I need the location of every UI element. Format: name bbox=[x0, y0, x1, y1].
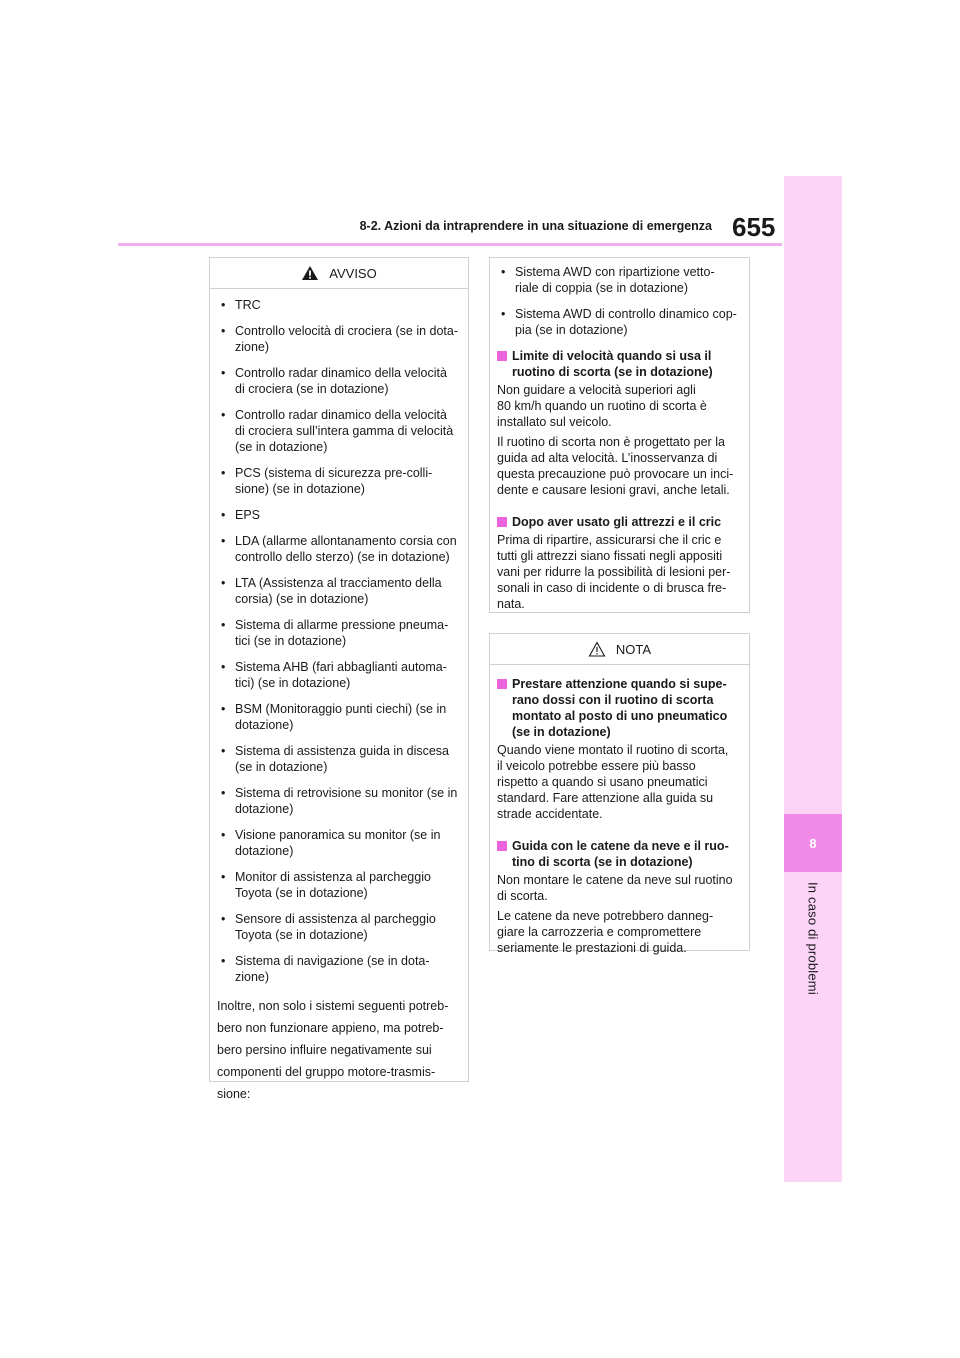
bullet-item: • Sistema di retrovisione su monitor (se in dotazione) bbox=[217, 785, 461, 817]
bullet-item: • Sistema di assistenza guida in discesa (se in dotazione) bbox=[217, 743, 461, 775]
bullet-item: • TRC bbox=[217, 297, 461, 313]
subsection-heading-text: Dopo aver usato gli attrezzi e il cric bbox=[512, 515, 722, 529]
subsection-heading bbox=[497, 838, 742, 870]
bullet-item: • Sistema AHB (fari abbaglianti automa- tici) (se in dotazione) bbox=[217, 659, 461, 691]
warning-triangle-icon bbox=[301, 265, 319, 281]
bullet-item: • PCS (sistema di sicurezza pre-colli- sione) (se in dotazione) bbox=[217, 465, 461, 497]
chapter-side-tab bbox=[784, 176, 842, 1182]
bullet-item: • Controllo velocità di crociera (se in dota- zione) bbox=[217, 323, 461, 355]
bullet-item: • Controllo radar dinamico della velocità di crociera sull’intera gamma di velocità (se in dotazione) bbox=[217, 407, 461, 455]
body-paragraph: Il ruotino di scorta non è progettato per la guida ad alta velocità. L’inosservanza di questa precauzione può provocare un inci- dente e causare lesioni gravi, anche letali. bbox=[497, 435, 734, 497]
body-paragraph: Non guidare a velocità superiori agli 80 km/h quando un ruotino di scorta è installato sul veicolo. bbox=[497, 383, 707, 429]
bullet-item: • BSM (Monitoraggio punti ciechi) (se in dotazione) bbox=[217, 701, 461, 733]
warning-box bbox=[209, 257, 469, 1101]
notice-box-header bbox=[490, 634, 749, 665]
warning-box-body bbox=[210, 289, 468, 1105]
bullet-item: • Controllo radar dinamico della velocità di crociera (se in dotazione) bbox=[217, 365, 461, 397]
square-bullet-icon bbox=[497, 517, 507, 527]
square-bullet-icon bbox=[497, 841, 507, 851]
warning-box-continued bbox=[489, 257, 750, 613]
bullet-item: • Monitor di assistenza al parcheggio Toyota (se in dotazione) bbox=[217, 869, 461, 901]
subsection-heading-text: Guida con le catene da neve e il ruo- tino di scorta (se in dotazione) bbox=[512, 839, 729, 869]
bullet-item: • LTA (Assistenza al tracciamento della corsia) (se in dotazione) bbox=[217, 575, 461, 607]
square-bullet-icon bbox=[497, 679, 507, 689]
bullet-item: • EPS bbox=[217, 507, 461, 523]
subsection-heading bbox=[497, 676, 742, 740]
subsection-heading bbox=[497, 514, 742, 530]
bullet-item: • Sensore di assistenza al parcheggio Toyota (se in dotazione) bbox=[217, 911, 461, 943]
bullet-item: • Visione panoramica su monitor (se in dotazione) bbox=[217, 827, 461, 859]
chapter-label bbox=[784, 882, 842, 1012]
bullet-item: • Sistema AWD con ripartizione vetto- riale di coppia (se in dotazione) bbox=[497, 264, 742, 296]
bullet-item: • Sistema di allarme pressione pneuma- tici (se in dotazione) bbox=[217, 617, 461, 649]
header-rule bbox=[118, 243, 782, 246]
chapter-number-tab: 8 bbox=[784, 814, 842, 872]
body-paragraph: Non montare le catene da neve sul ruotino di scorta. bbox=[497, 873, 733, 903]
closing-line: bero persino influire negativamente sui bbox=[217, 1043, 432, 1057]
chapter-label-text: In caso di problemi bbox=[805, 882, 821, 995]
closing-line: bero non funzionare appieno, ma potreb- bbox=[217, 1021, 444, 1035]
section-title: 8-2. Azioni da intraprendere in una situazione di emergenza bbox=[359, 219, 712, 233]
notice-box bbox=[489, 633, 750, 955]
body-paragraph: Prima di ripartire, assicurarsi che il cric e tutti gli attrezzi siano fissati negli appositi vani per ridurre la possibilità di lesioni per- sonali in caso di incidente o di brusca fre- nata. bbox=[497, 533, 731, 611]
closing-line: Inoltre, non solo i sistemi seguenti potreb- bbox=[217, 999, 449, 1013]
notice-box-body bbox=[490, 665, 749, 956]
warning-box-title: AVVISO bbox=[329, 265, 377, 281]
square-bullet-icon bbox=[497, 351, 507, 361]
closing-line: sione: bbox=[217, 1087, 251, 1101]
caution-triangle-icon bbox=[588, 641, 606, 657]
body-paragraph: Quando viene montato il ruotino di scorta, il veicolo potrebbe essere più basso rispetto a quando si usano pneumatici standard. Fare attenzione alla guida su strade accidentate. bbox=[497, 743, 729, 821]
bullet-item: • Sistema AWD di controllo dinamico cop- pia (se in dotazione) bbox=[497, 306, 742, 338]
subsection-heading-text: Limite di velocità quando si usa il ruotino di scorta (se in dotazione) bbox=[512, 349, 713, 379]
bullet-item: • LDA (allarme allontanamento corsia con controllo dello sterzo) (se in dotazione) bbox=[217, 533, 461, 565]
subsection-heading-text: Prestare attenzione quando si supe- rano dossi con il ruotino di scorta montato al posto di uno pneumatico (se in dotazione) bbox=[512, 677, 728, 739]
subsection-heading bbox=[497, 348, 742, 380]
body-paragraph: Le catene da neve potrebbero danneg- giare la carrozzeria e compromettere seriamente le prestazioni di guida. bbox=[497, 909, 714, 955]
notice-box-title: NOTA bbox=[615, 641, 652, 657]
closing-line: componenti del gruppo motore-trasmis- bbox=[217, 1065, 436, 1079]
continued-box-body bbox=[490, 258, 749, 612]
warning-box-header bbox=[210, 258, 468, 289]
section-gap bbox=[497, 502, 742, 510]
section-gap bbox=[497, 826, 742, 834]
page-number: 655 bbox=[732, 212, 776, 242]
bullet-item: • Sistema di navigazione (se in dota- zione) bbox=[217, 953, 461, 985]
